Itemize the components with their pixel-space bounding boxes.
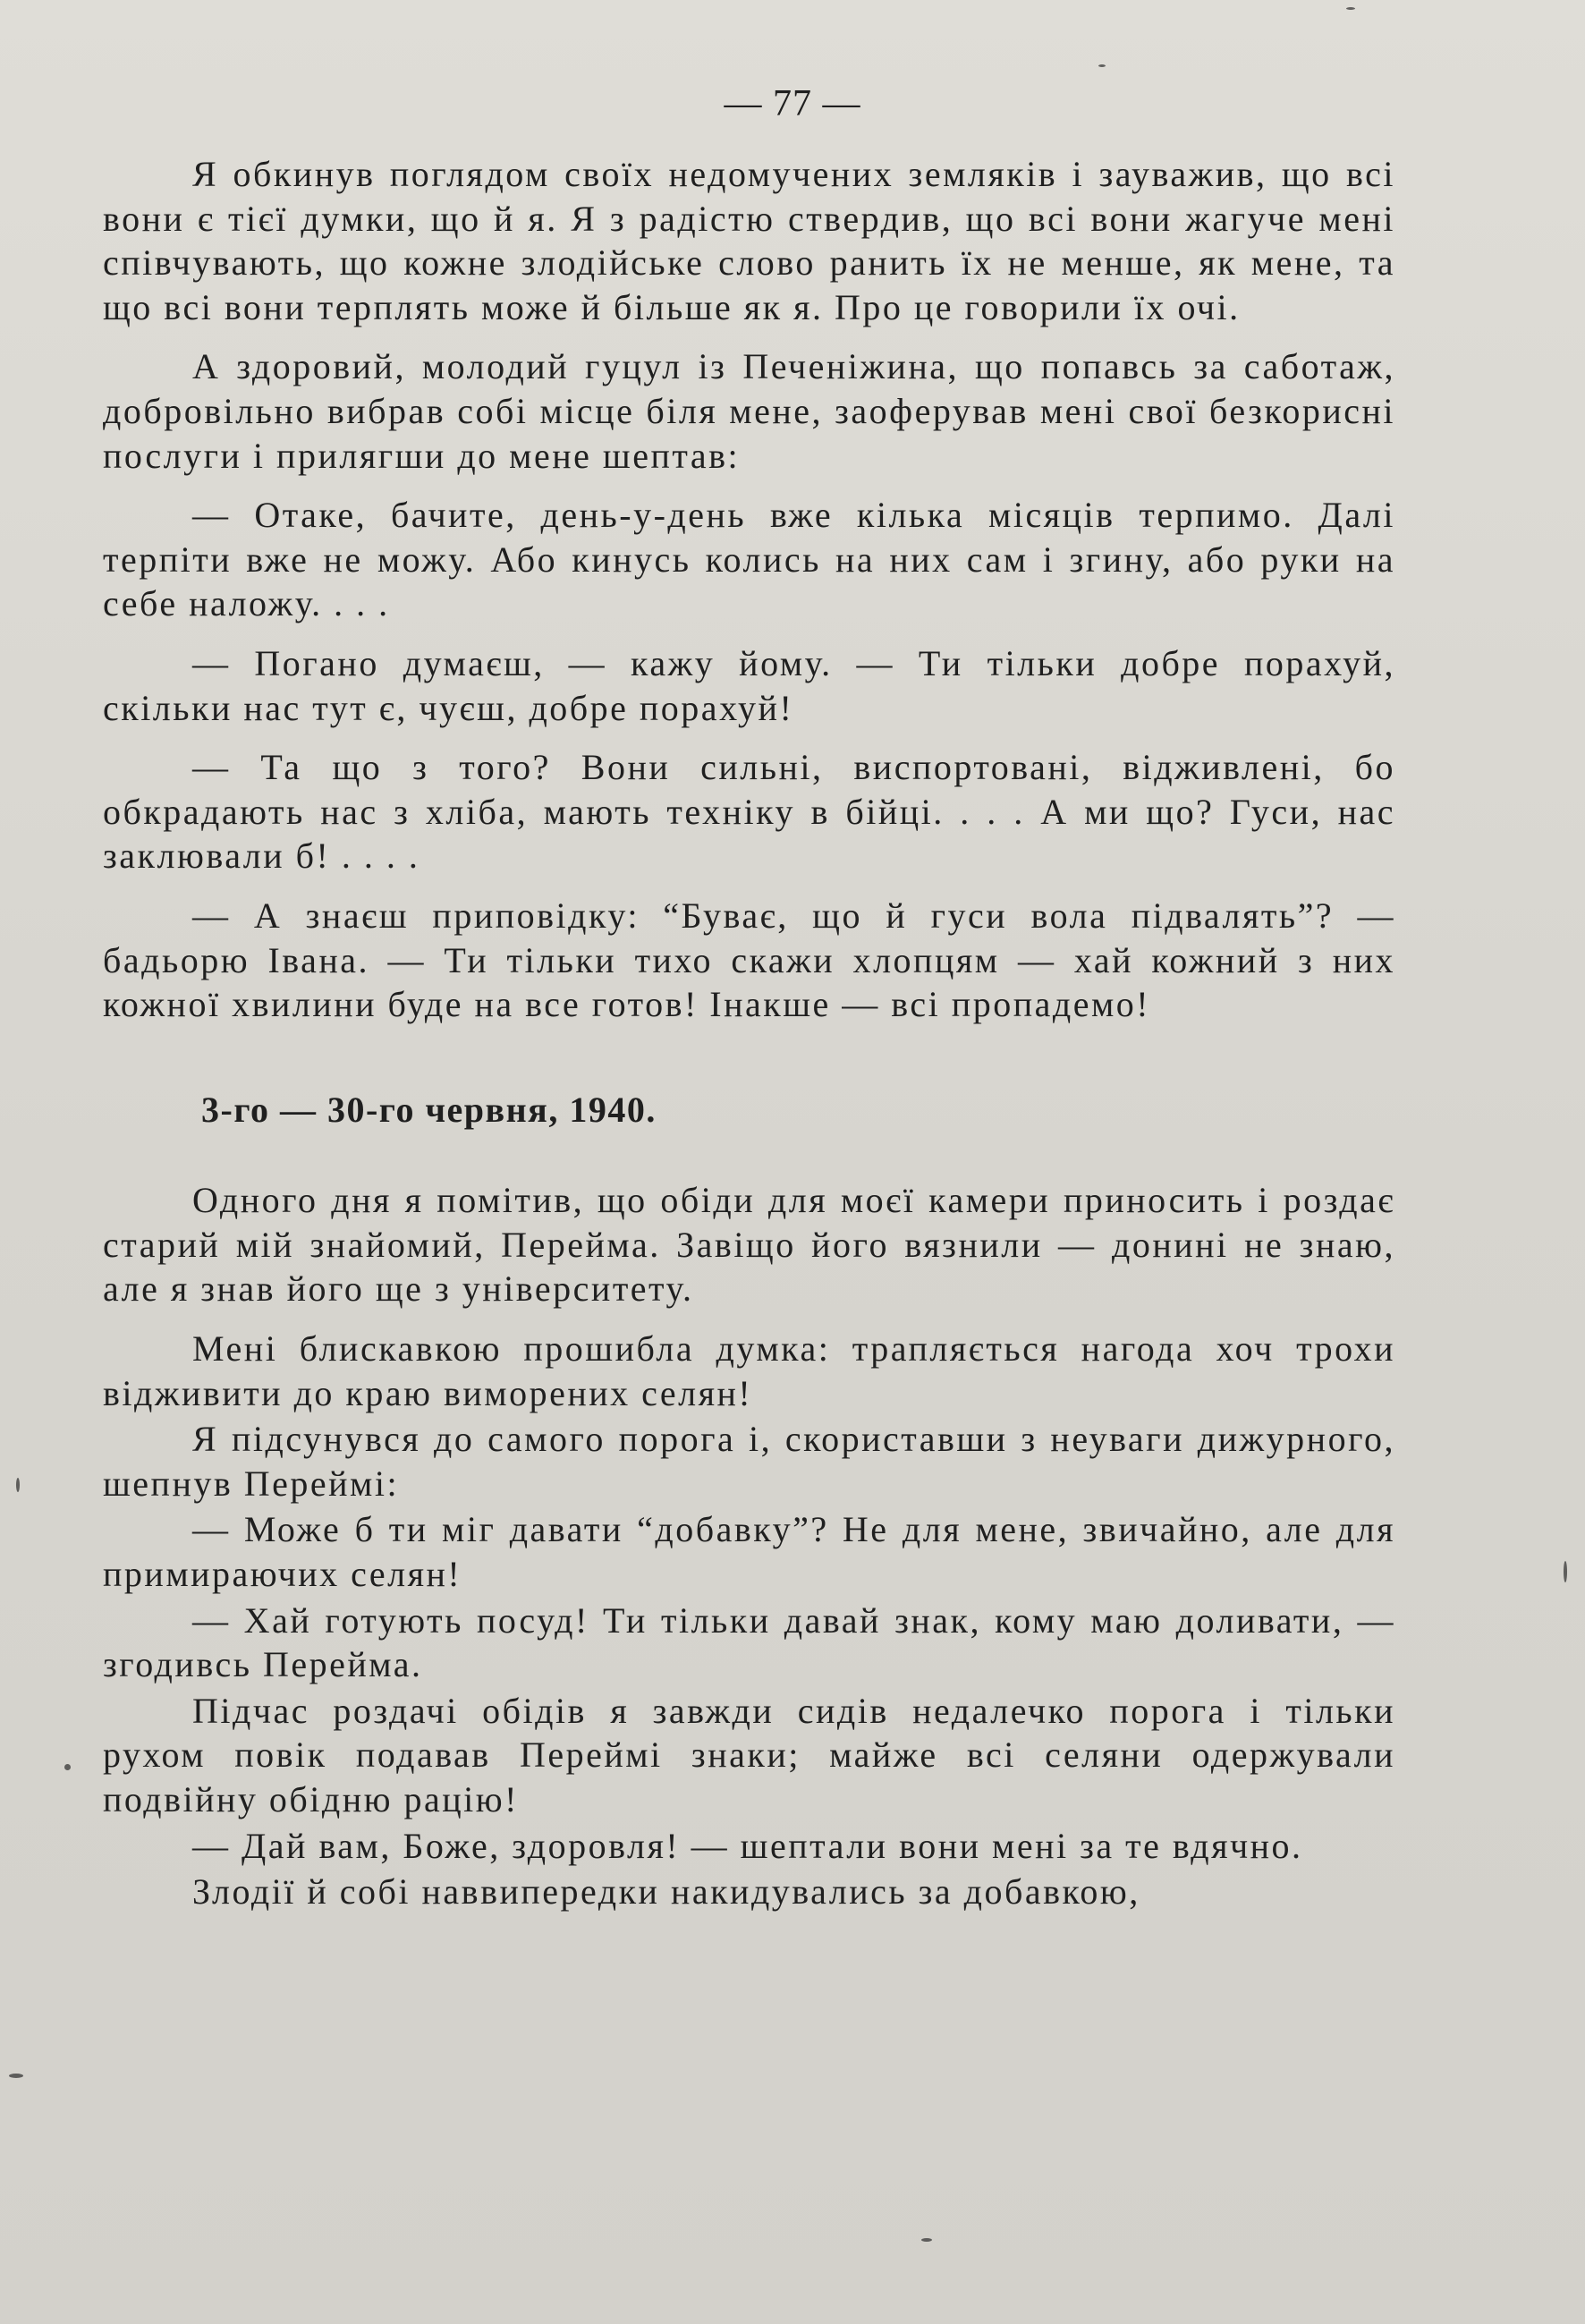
paper-speck [1098,64,1106,67]
paragraph-6: — А знаєш приповідку: “Буває, що й гуси вола підвалять”? — бадьорю Івана. — Ти тільки тихо скажи хлопцям — хай кожний з них кожної хвилини буде на все готов! Інакше — всі пропадемо! [103,895,1395,1025]
paragraph-12: Підчас роздачі обідів я завжди сидів недалечко порога і тільки рухом повік подавав Переймі знаки; майже всі селяни одержували подвійну обідню рацію! [103,1690,1395,1819]
paragraph-1: Я обкинув поглядом своїх недомучених земляків і зауважив, що всі вони є тієї думки, що й я. Я з радістю ствердив, що всі вони жагуче мені співчувають, що кожне злодійське слово ранить їх не менше, як мене, та що всі вони терплять може й більше як я. Про це говорили їх очі. [103,154,1395,327]
paragraph-5: — Та що з того? Вони сильні, виспортовані, відживлені, бо обкрадають нас з хліба, мають техніку в бійці. . . . А ми що? Гуси, нас заклювали б! . . . . [103,747,1395,877]
paper-speck [16,1478,20,1492]
section-date-heading: 3-го — 30-го червня, 1940. [201,1089,657,1130]
paragraph-3: — Отаке, бачите, день-у-день вже кілька місяців терпимо. Далі терпіти вже не можу. Або кинусь колись на них сам і згину, або руки на себе наложу. . . . [103,495,1395,624]
paragraph-8: Мені блискавкою прошибла думка: трапляється нагода хоч трохи відживити до краю виморених селян! [103,1328,1395,1413]
paragraph-14: Злодії й собі наввипередки накидувались за добавкою, [192,1871,1140,1913]
page-number: — 77 — [724,83,861,124]
paragraph-4: — Погано думаєш, — кажу йому. — Ти тільки добре порахуй, скільки нас тут є, чуєш, добре порахуй! [103,642,1395,728]
paper-speck [921,2238,932,2242]
paper-speck [64,1764,71,1770]
paragraph-7: Одного дня я помітив, що обіди для моєї камери приносить і роздає старий мій знайомий, Перейма. Завіщо його вязнили — донині не знаю, але я знав його ще з університету. [103,1180,1395,1310]
paragraph-9: Я підсунувся до самого порога і, скориставши з неуваги дижурного, шепнув Переймі: [103,1419,1395,1504]
paragraph-10: — Може б ти міг давати “добавку”? Не для мене, звичайно, але для примираючих селян! [103,1509,1395,1595]
paragraph-13: — Дай вам, Боже, здоровля! — шептали вони мені за те вдячно. [192,1825,1303,1866]
paragraph-11: — Хай готують посуд! Ти тільки давай знак, кому маю доливати, — згодивсь Перейма. [103,1599,1395,1685]
paper-speck [9,2074,23,2078]
paper-speck [1564,1561,1567,1582]
page-body-text [103,152,1395,1916]
paper-speck [1346,7,1355,10]
paragraph-2: А здоровий, молодий гуцул із Печеніжина, що попавсь за саботаж, добровільно вибрав собі місце біля мене, заоферував мені свої безкорисні послуги і прилягши до мене шептав: [103,346,1395,476]
